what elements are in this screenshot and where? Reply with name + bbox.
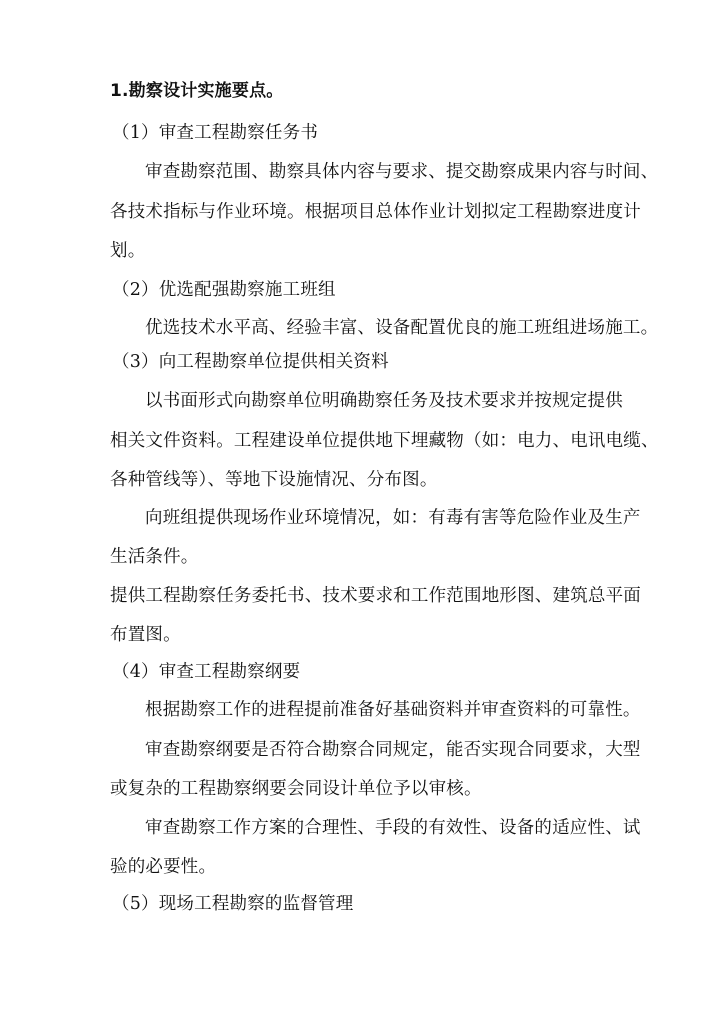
subsection-heading: （1）审查工程勘察任务书 xyxy=(112,123,319,143)
subsection-heading: （5）现场工程勘察的监督管理 xyxy=(112,894,354,914)
paragraph-line: 优选技术水平高、经验丰富、设备配置优良的施工班组进场施工。 xyxy=(145,318,659,338)
paragraph-line: 审查勘察纲要是否符合勘察合同规定，能否实现合同要求，大型 xyxy=(145,740,641,760)
paragraph-line: 提供工程勘察任务委托书、技术要求和工作范围地形图、建筑总平面 xyxy=(110,586,641,606)
subsection-heading: （3）向工程勘察单位提供相关资料 xyxy=(112,352,389,372)
paragraph-line: 或复杂的工程勘察纲要会同设计单位予以审核。 xyxy=(110,779,482,799)
section-heading: 1.勘察设计实施要点。 xyxy=(110,81,284,101)
paragraph-line: 布置图。 xyxy=(110,625,181,645)
paragraph-line: 相关文件资料。工程建设单位提供地下埋藏物（如：电力、电讯电缆、 xyxy=(110,431,659,451)
paragraph-line: 审查勘察工作方案的合理性、手段的有效性、设备的适应性、试 xyxy=(145,818,641,838)
paragraph-line: 向班组提供现场作业环境情况，如：有毒有害等危险作业及生产 xyxy=(145,508,641,528)
subsection-heading: （4）审查工程勘察纲要 xyxy=(112,662,301,682)
paragraph-line: 以书面形式向勘察单位明确勘察任务及技术要求并按规定提供 xyxy=(145,391,623,411)
paragraph-line: 各种管线等）、等地下设施情况、分布图。 xyxy=(110,470,438,490)
paragraph-line: 划。 xyxy=(110,241,146,261)
subsection-heading: （2）优选配强勘察施工班组 xyxy=(112,280,336,300)
paragraph-line: 根据勘察工作的进程提前准备好基础资料并审查资料的可靠性。 xyxy=(145,700,641,720)
paragraph-line: 各技术指标与作业环境。根据项目总体作业计划拟定工程勘察进度计 xyxy=(110,202,641,222)
paragraph-line: 生活条件。 xyxy=(110,547,199,567)
paragraph-line: 审查勘察范围、勘察具体内容与要求、提交勘察成果内容与时间、 xyxy=(145,162,659,182)
paragraph-line: 验的必要性。 xyxy=(110,857,217,877)
